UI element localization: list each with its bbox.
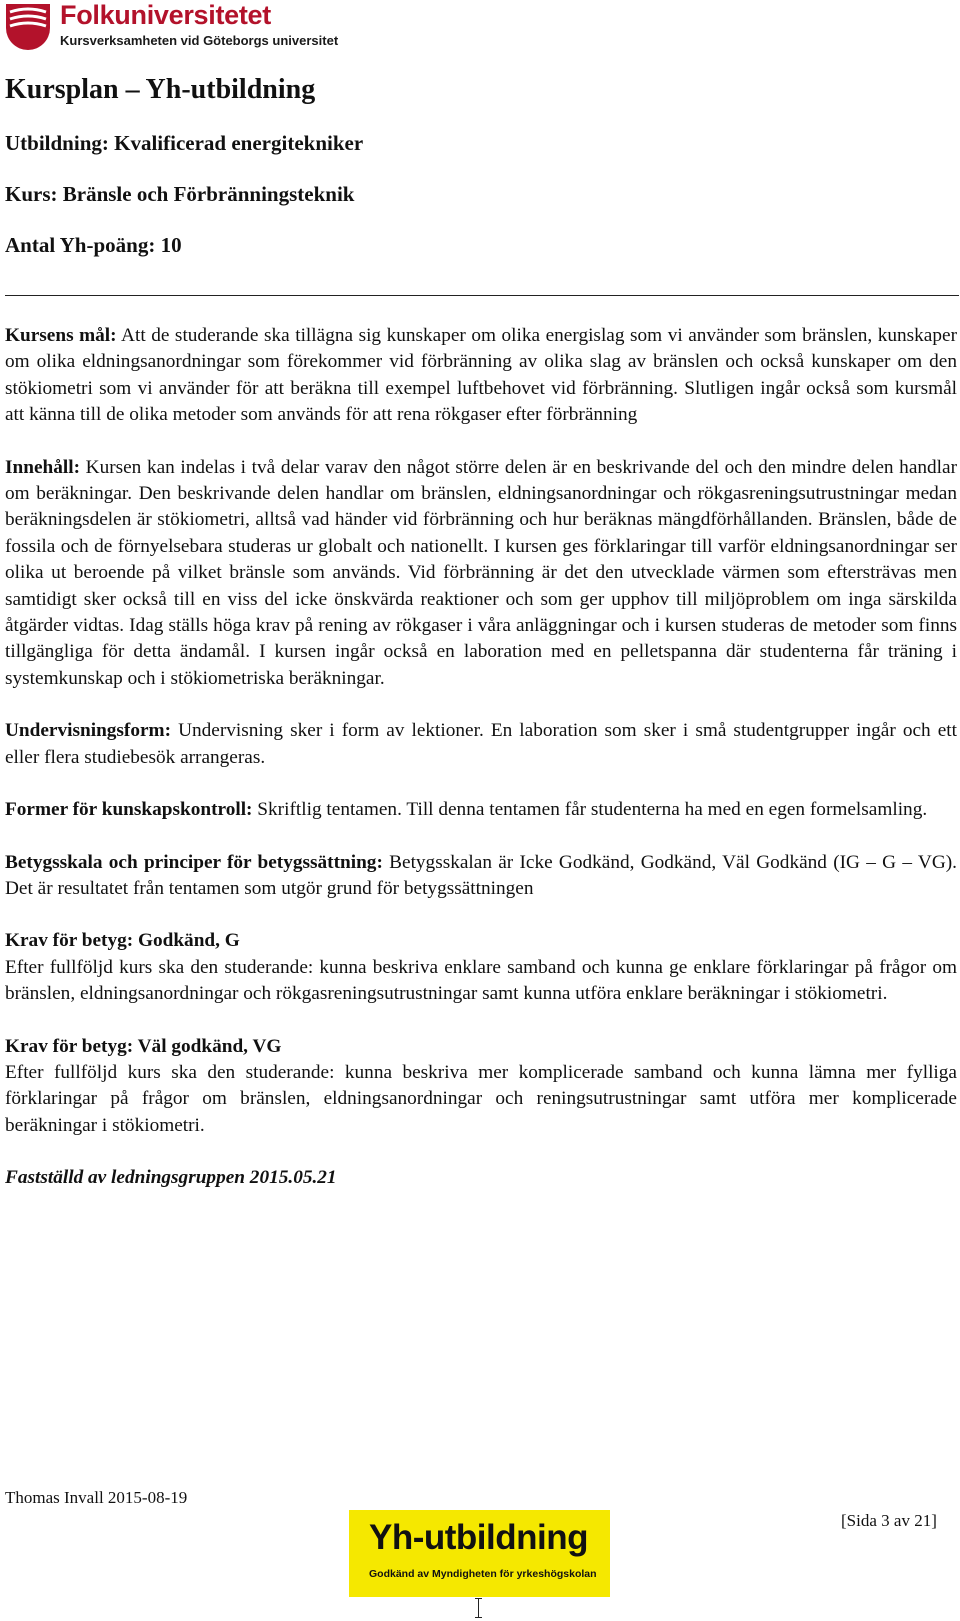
org-name: Folkuniversitetet bbox=[60, 0, 271, 30]
section-text: Kursen kan indelas i två delar varav den något större delen är en beskrivande del och den mindre delen handlar om beräkningar. Den beskrivande delen handlar om bränslen, eldningsanordningar och rökgasreningsutrustningar medan beräkningsdelen är stökiometri, alltså vad händer vid förbränning och hur beräknas mängdförhållanden. Bränslen, både de fossila och de förnyelsebara studeras ur globalt och nationellt. I kursen ges förklaringar till varför eldningsanordningar ser olika ut beroende på vilket bränsle som används. Vid förbränning är det den utvecklade värmen som eftersträvas men samtidigt sker också till en viss del icke önskvärda reaktioner och som ger upphov till miljöproblem om inga särskilda åtgärder vidtas. Idag ställs höga krav på rening av rökgaser i våra anläggningar och i kursen studeras de metoder som finns tillgängliga för detta ändamål. I kursen ingår också en laboration med en pelletspanna där studenterna får träning i systemkunskap och i stökiometriska beräkningar. bbox=[5, 456, 957, 689]
poang-heading: Antal Yh-poäng: 10 bbox=[5, 233, 182, 257]
kursens-mal-paragraph bbox=[5, 323, 957, 429]
section-text: Skriftlig tentamen. Till denna tentamen får studenterna ha med en egen formelsamling. bbox=[252, 799, 928, 821]
folkuniversitetet-emblem-icon bbox=[4, 2, 52, 50]
yh-utbildning-logo bbox=[349, 1510, 610, 1597]
section-label: Kursens mål: bbox=[5, 325, 117, 346]
course-content bbox=[5, 323, 957, 1218]
section-text: Undervisning sker i form av lektioner. En laboration som sker i små studentgrupper ingår och ett eller flera studiebesök arrangeras. bbox=[5, 720, 957, 768]
section-label: Krav för betyg: Väl godkänd, VG bbox=[5, 1035, 282, 1057]
text-cursor-icon bbox=[478, 1598, 479, 1618]
section-label: Krav för betyg: Godkänd, G bbox=[5, 930, 240, 952]
yh-logo-subtitle: Godkänd av Myndigheten för yrkeshögskolan bbox=[369, 1568, 597, 1580]
faststalld-text: Fastställd av ledningsgruppen 2015.05.21 bbox=[5, 1167, 337, 1189]
betygsskala-paragraph bbox=[5, 850, 957, 903]
page-number-text: Sida 3 av 21 bbox=[846, 1511, 932, 1530]
krav-val-godkand-paragraph bbox=[5, 1034, 957, 1140]
kurs-heading: Kurs: Bränsle och Förbränningsteknik bbox=[5, 182, 355, 206]
section-label: Betygsskala och principer för betygssättning: bbox=[5, 851, 383, 873]
yh-logo-title: Yh-utbildning bbox=[369, 1518, 588, 1557]
utbildning-heading: Utbildning: Kvalificerad energitekniker bbox=[5, 131, 364, 155]
page-title: Kursplan – Yh-utbildning bbox=[5, 74, 316, 105]
krav-godkand-paragraph bbox=[5, 928, 957, 1007]
section-label: Innehåll: bbox=[5, 456, 81, 478]
innehall-paragraph bbox=[5, 455, 957, 693]
section-text: Efter fullföljd kurs ska den studerande: kunna beskriva mer komplicerade samband och kunna lämna mer fylliga förklaringar på frågor om bränslen, eldningsanordningar och reningsutrustningar samt utföra mer komplicerade beräkningar i stökiometri. bbox=[5, 1061, 957, 1136]
faststalld-note bbox=[5, 1165, 957, 1191]
undervisningsform-paragraph bbox=[5, 718, 957, 771]
section-text: Efter fullföljd kurs ska den studerande: kunna beskriva enklare samband och kunna ge enklare förklaringar på frågor om bränslen, eldningsanordningar och rökgasreningsutrustningar samt kunna utföra enklare beräkningar i stökiometri. bbox=[5, 956, 957, 1005]
footer-author: Thomas Invall 2015-08-19 bbox=[5, 1488, 188, 1507]
section-text: Att de studerande ska tillägna sig kunskaper om olika energislag som vi använder som bränslen, kunskaper om olika eldningsanordningar som förekommer vid förbränning av olika slag av bränslen och också kunskaper om den stökiometri som vi använder för att beräkna till exempel luftbehovet vid förbränning. Slutligen ingår också som kursmål att känna till de olika metoder som används för att rena rökgaser efter förbränning bbox=[5, 325, 957, 426]
org-subtitle: Kursverksamheten vid Göteborgs universitet bbox=[60, 33, 339, 48]
kunskapskontroll-paragraph bbox=[5, 797, 957, 823]
folkuniversitetet-logo bbox=[4, 2, 364, 52]
section-label: Undervisningsform: bbox=[5, 720, 172, 742]
page-number: [Sida 3 av 21] bbox=[841, 1511, 937, 1530]
divider bbox=[5, 295, 959, 296]
section-text: Betygsskalan är Icke Godkänd, Godkänd, Väl Godkänd (IG – G – VG). Det är resultatet från tentamen som utgör grund för betygssättningen bbox=[5, 851, 957, 899]
section-label: Former för kunskapskontroll: bbox=[5, 799, 253, 821]
